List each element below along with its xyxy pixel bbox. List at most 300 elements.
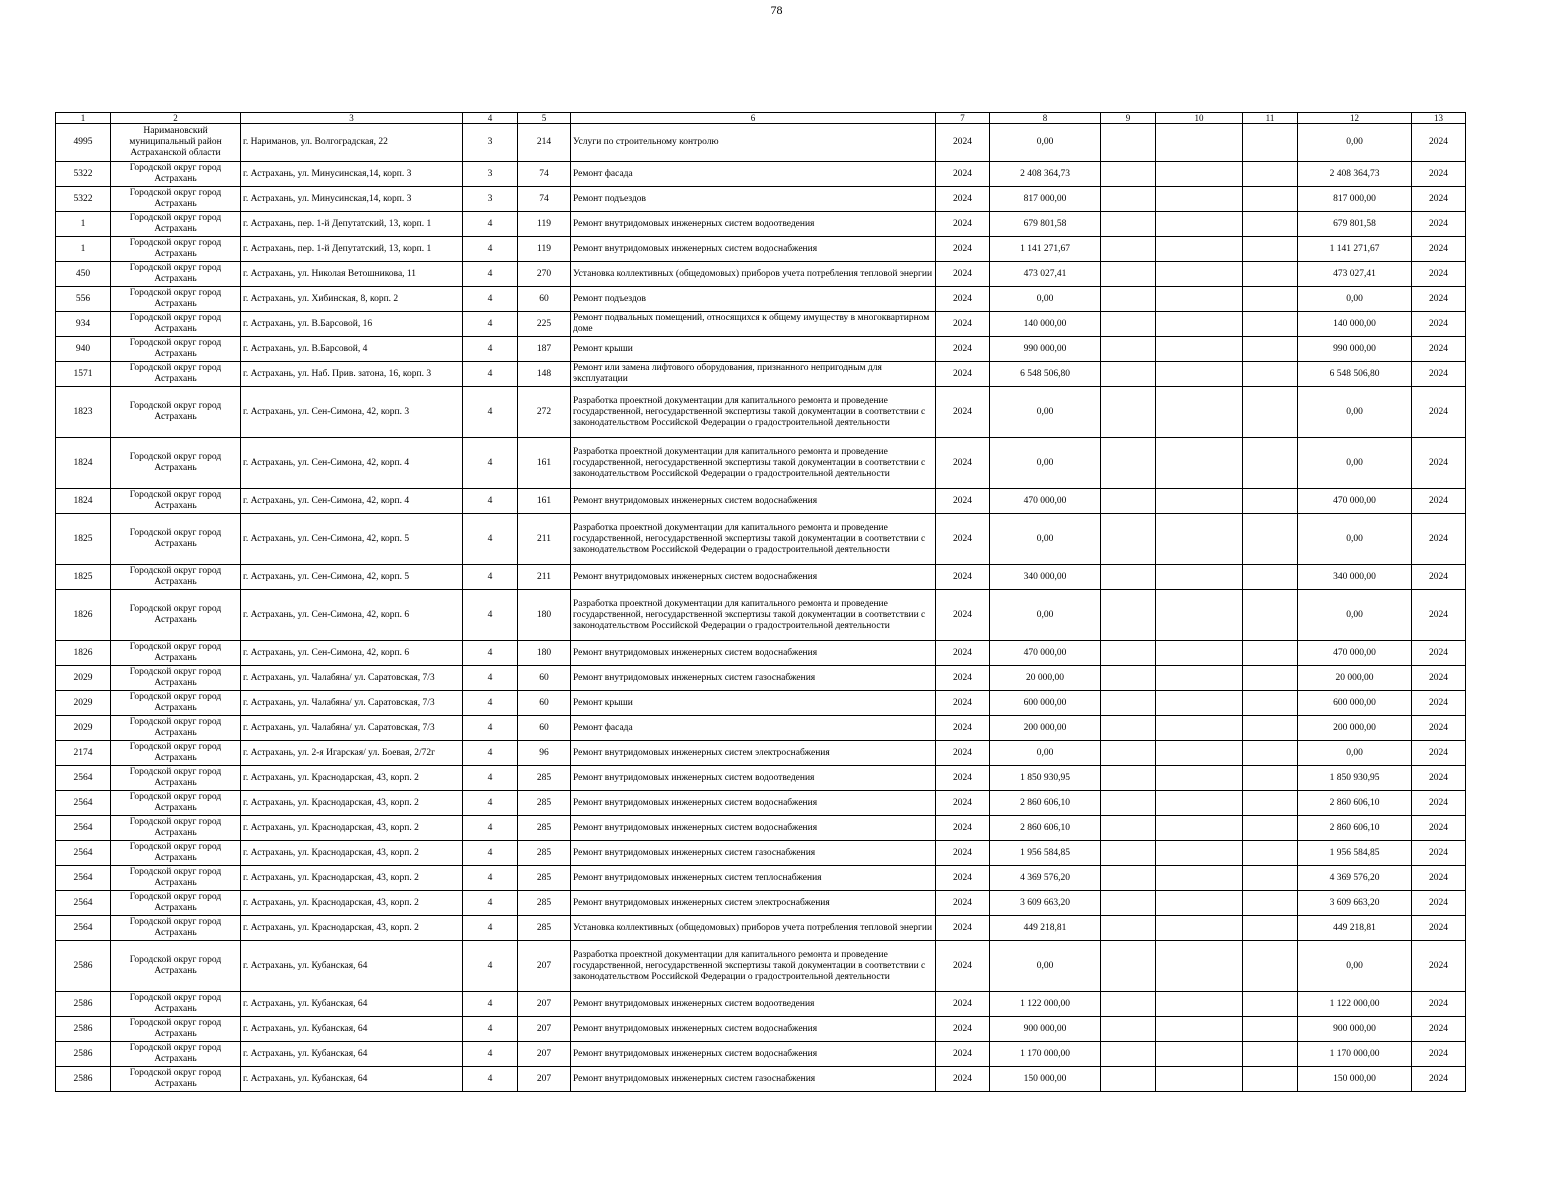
cell-col9 bbox=[1101, 1017, 1156, 1042]
cell-id: 2586 bbox=[56, 1042, 111, 1067]
cell-year: 2024 bbox=[936, 741, 990, 766]
cell-col10 bbox=[1156, 565, 1243, 590]
cell-col10 bbox=[1156, 387, 1243, 438]
cell-col10 bbox=[1156, 791, 1243, 816]
cell-id: 1824 bbox=[56, 438, 111, 489]
cell-col10 bbox=[1156, 287, 1243, 312]
cell-work-type: Ремонт фасада bbox=[571, 716, 936, 741]
cell-total: 340 000,00 bbox=[1298, 565, 1412, 590]
cell-year: 2024 bbox=[936, 1017, 990, 1042]
cell-id: 556 bbox=[56, 287, 111, 312]
cell-col9 bbox=[1101, 666, 1156, 691]
table-body bbox=[56, 113, 1466, 1092]
cell-col5: 272 bbox=[518, 387, 571, 438]
cell-year: 2024 bbox=[936, 438, 990, 489]
cell-total: 1 122 000,00 bbox=[1298, 992, 1412, 1017]
cell-work-type: Ремонт внутридомовых инженерных систем водоснабжения bbox=[571, 489, 936, 514]
cell-col5: 207 bbox=[518, 992, 571, 1017]
cell-year: 2024 bbox=[936, 666, 990, 691]
cell-address: г. Астрахань, ул. В.Барсовой, 4 bbox=[241, 337, 463, 362]
column-header: 9 bbox=[1101, 113, 1156, 124]
cell-id: 4995 bbox=[56, 124, 111, 162]
cell-total: 1 170 000,00 bbox=[1298, 1042, 1412, 1067]
cell-total: 0,00 bbox=[1298, 590, 1412, 641]
cell-municipality: Городской округ город Астрахань bbox=[111, 387, 241, 438]
cell-col9 bbox=[1101, 766, 1156, 791]
cell-col11 bbox=[1243, 489, 1298, 514]
cell-year: 2024 bbox=[936, 941, 990, 992]
cell-year: 2024 bbox=[936, 916, 990, 941]
cell-col11 bbox=[1243, 590, 1298, 641]
cell-col9 bbox=[1101, 387, 1156, 438]
cell-col11 bbox=[1243, 337, 1298, 362]
column-header: 4 bbox=[463, 113, 518, 124]
cell-total: 679 801,58 bbox=[1298, 212, 1412, 237]
column-header: 3 bbox=[241, 113, 463, 124]
cell-year: 2024 bbox=[936, 565, 990, 590]
column-header: 11 bbox=[1243, 113, 1298, 124]
cell-work-type: Разработка проектной документации для капитального ремонта и проведение государственной, негосударственной экспертизы такой документации в соответствии с законодательством Российской Федерации о градостроительной деятельности bbox=[571, 590, 936, 641]
cell-end-year: 2024 bbox=[1412, 337, 1466, 362]
cell-col4: 4 bbox=[463, 766, 518, 791]
cell-id: 1826 bbox=[56, 641, 111, 666]
cell-municipality: Наримановский муниципальный район Астраханской области bbox=[111, 124, 241, 162]
cell-amount: 0,00 bbox=[990, 741, 1101, 766]
cell-col10 bbox=[1156, 716, 1243, 741]
cell-address: г. Астрахань, ул. Сен-Симона, 42, корп. 6 bbox=[241, 590, 463, 641]
cell-id: 2029 bbox=[56, 716, 111, 741]
cell-col11 bbox=[1243, 891, 1298, 916]
cell-year: 2024 bbox=[936, 489, 990, 514]
table-row bbox=[56, 337, 1466, 362]
cell-col10 bbox=[1156, 666, 1243, 691]
cell-total: 1 956 584,85 bbox=[1298, 841, 1412, 866]
cell-address: г. Астрахань, ул. В.Барсовой, 16 bbox=[241, 312, 463, 337]
cell-col10 bbox=[1156, 816, 1243, 841]
cell-end-year: 2024 bbox=[1412, 691, 1466, 716]
cell-col9 bbox=[1101, 716, 1156, 741]
cell-id: 2586 bbox=[56, 1017, 111, 1042]
cell-year: 2024 bbox=[936, 1067, 990, 1092]
cell-id: 2586 bbox=[56, 992, 111, 1017]
column-header: 8 bbox=[990, 113, 1101, 124]
cell-year: 2024 bbox=[936, 237, 990, 262]
cell-col11 bbox=[1243, 237, 1298, 262]
cell-col5: 74 bbox=[518, 187, 571, 212]
cell-col4: 4 bbox=[463, 1017, 518, 1042]
cell-col10 bbox=[1156, 766, 1243, 791]
cell-total: 3 609 663,20 bbox=[1298, 891, 1412, 916]
cell-work-type: Ремонт подвальных помещений, относящихся к общему имуществу в многоквартирном доме bbox=[571, 312, 936, 337]
cell-amount: 0,00 bbox=[990, 514, 1101, 565]
table-row bbox=[56, 362, 1466, 387]
cell-col11 bbox=[1243, 565, 1298, 590]
cell-year: 2024 bbox=[936, 124, 990, 162]
cell-municipality: Городской округ город Астрахань bbox=[111, 489, 241, 514]
cell-col4: 4 bbox=[463, 337, 518, 362]
cell-amount: 1 956 584,85 bbox=[990, 841, 1101, 866]
cell-id: 2564 bbox=[56, 866, 111, 891]
cell-amount: 817 000,00 bbox=[990, 187, 1101, 212]
cell-total: 0,00 bbox=[1298, 287, 1412, 312]
cell-col4: 4 bbox=[463, 841, 518, 866]
cell-col11 bbox=[1243, 514, 1298, 565]
cell-municipality: Городской округ город Астрахань bbox=[111, 866, 241, 891]
cell-municipality: Городской округ город Астрахань bbox=[111, 1042, 241, 1067]
cell-col10 bbox=[1156, 438, 1243, 489]
table-row bbox=[56, 387, 1466, 438]
cell-col10 bbox=[1156, 262, 1243, 287]
cell-address: г. Астрахань, пер. 1-й Депутатский, 13, корп. 1 bbox=[241, 212, 463, 237]
cell-col9 bbox=[1101, 514, 1156, 565]
cell-end-year: 2024 bbox=[1412, 489, 1466, 514]
cell-amount: 0,00 bbox=[990, 124, 1101, 162]
cell-total: 0,00 bbox=[1298, 514, 1412, 565]
cell-col10 bbox=[1156, 362, 1243, 387]
cell-address: г. Астрахань, ул. Краснодарская, 43, корп. 2 bbox=[241, 766, 463, 791]
column-header: 12 bbox=[1298, 113, 1412, 124]
cell-total: 1 850 930,95 bbox=[1298, 766, 1412, 791]
cell-end-year: 2024 bbox=[1412, 162, 1466, 187]
cell-col9 bbox=[1101, 287, 1156, 312]
cell-amount: 3 609 663,20 bbox=[990, 891, 1101, 916]
cell-col9 bbox=[1101, 816, 1156, 841]
cell-end-year: 2024 bbox=[1412, 565, 1466, 590]
cell-col4: 4 bbox=[463, 891, 518, 916]
cell-municipality: Городской округ город Астрахань bbox=[111, 666, 241, 691]
cell-municipality: Городской округ город Астрахань bbox=[111, 337, 241, 362]
cell-work-type: Ремонт внутридомовых инженерных систем теплоснабжения bbox=[571, 866, 936, 891]
cell-id: 2586 bbox=[56, 941, 111, 992]
table-row bbox=[56, 212, 1466, 237]
cell-id: 5322 bbox=[56, 162, 111, 187]
table-row bbox=[56, 716, 1466, 741]
cell-municipality: Городской округ город Астрахань bbox=[111, 816, 241, 841]
cell-municipality: Городской округ город Астрахань bbox=[111, 766, 241, 791]
cell-work-type: Разработка проектной документации для капитального ремонта и проведение государственной, негосударственной экспертизы такой документации в соответствии с законодательством Российской Федерации о градостроительной деятельности bbox=[571, 514, 936, 565]
cell-year: 2024 bbox=[936, 816, 990, 841]
cell-id: 450 bbox=[56, 262, 111, 287]
cell-end-year: 2024 bbox=[1412, 641, 1466, 666]
cell-year: 2024 bbox=[936, 287, 990, 312]
cell-col11 bbox=[1243, 187, 1298, 212]
cell-col4: 4 bbox=[463, 641, 518, 666]
table-row bbox=[56, 590, 1466, 641]
cell-col4: 4 bbox=[463, 866, 518, 891]
cell-col5: 187 bbox=[518, 337, 571, 362]
cell-work-type: Ремонт внутридомовых инженерных систем водоотведения bbox=[571, 212, 936, 237]
cell-col5: 60 bbox=[518, 666, 571, 691]
cell-col4: 4 bbox=[463, 666, 518, 691]
cell-col10 bbox=[1156, 841, 1243, 866]
cell-municipality: Городской округ город Астрахань bbox=[111, 362, 241, 387]
cell-municipality: Городской округ город Астрахань bbox=[111, 262, 241, 287]
cell-end-year: 2024 bbox=[1412, 841, 1466, 866]
cell-col5: 225 bbox=[518, 312, 571, 337]
cell-col10 bbox=[1156, 941, 1243, 992]
cell-col10 bbox=[1156, 992, 1243, 1017]
cell-address: г. Астрахань, ул. Минусинская,14, корп. 3 bbox=[241, 162, 463, 187]
cell-col10 bbox=[1156, 312, 1243, 337]
cell-col11 bbox=[1243, 866, 1298, 891]
cell-col5: 285 bbox=[518, 866, 571, 891]
cell-col5: 211 bbox=[518, 514, 571, 565]
cell-col9 bbox=[1101, 1042, 1156, 1067]
cell-total: 4 369 576,20 bbox=[1298, 866, 1412, 891]
cell-work-type: Разработка проектной документации для капитального ремонта и проведение государственной, негосударственной экспертизы такой документации в соответствии с законодательством Российской Федерации о градостроительной деятельности bbox=[571, 438, 936, 489]
cell-address: г. Астрахань, ул. Краснодарская, 43, корп. 2 bbox=[241, 916, 463, 941]
column-header: 13 bbox=[1412, 113, 1466, 124]
cell-col11 bbox=[1243, 791, 1298, 816]
cell-col5: 285 bbox=[518, 916, 571, 941]
cell-col11 bbox=[1243, 841, 1298, 866]
cell-work-type: Ремонт крыши bbox=[571, 691, 936, 716]
table-row bbox=[56, 741, 1466, 766]
cell-municipality: Городской округ город Астрахань bbox=[111, 841, 241, 866]
column-header: 7 bbox=[936, 113, 990, 124]
cell-municipality: Городской округ город Астрахань bbox=[111, 287, 241, 312]
cell-id: 2564 bbox=[56, 791, 111, 816]
cell-year: 2024 bbox=[936, 187, 990, 212]
cell-amount: 600 000,00 bbox=[990, 691, 1101, 716]
header-row bbox=[56, 113, 1466, 124]
cell-total: 0,00 bbox=[1298, 741, 1412, 766]
cell-address: г. Астрахань, ул. Хибинская, 8, корп. 2 bbox=[241, 287, 463, 312]
cell-municipality: Городской округ город Астрахань bbox=[111, 438, 241, 489]
cell-year: 2024 bbox=[936, 1042, 990, 1067]
cell-col11 bbox=[1243, 992, 1298, 1017]
cell-col4: 4 bbox=[463, 941, 518, 992]
cell-col5: 214 bbox=[518, 124, 571, 162]
cell-end-year: 2024 bbox=[1412, 716, 1466, 741]
cell-total: 20 000,00 bbox=[1298, 666, 1412, 691]
cell-col11 bbox=[1243, 691, 1298, 716]
cell-amount: 150 000,00 bbox=[990, 1067, 1101, 1092]
cell-col4: 4 bbox=[463, 262, 518, 287]
cell-col11 bbox=[1243, 816, 1298, 841]
cell-col4: 4 bbox=[463, 287, 518, 312]
cell-work-type: Ремонт внутридомовых инженерных систем водоснабжения bbox=[571, 237, 936, 262]
table-row bbox=[56, 287, 1466, 312]
cell-end-year: 2024 bbox=[1412, 124, 1466, 162]
cell-amount: 20 000,00 bbox=[990, 666, 1101, 691]
cell-amount: 1 850 930,95 bbox=[990, 766, 1101, 791]
cell-col5: 119 bbox=[518, 212, 571, 237]
cell-amount: 990 000,00 bbox=[990, 337, 1101, 362]
table-row bbox=[56, 666, 1466, 691]
cell-amount: 1 122 000,00 bbox=[990, 992, 1101, 1017]
cell-id: 1824 bbox=[56, 489, 111, 514]
table-row bbox=[56, 312, 1466, 337]
cell-col4: 4 bbox=[463, 514, 518, 565]
cell-col5: 60 bbox=[518, 287, 571, 312]
cell-col11 bbox=[1243, 1042, 1298, 1067]
cell-year: 2024 bbox=[936, 162, 990, 187]
cell-col5: 96 bbox=[518, 741, 571, 766]
cell-col5: 285 bbox=[518, 766, 571, 791]
cell-year: 2024 bbox=[936, 337, 990, 362]
cell-col11 bbox=[1243, 362, 1298, 387]
cell-address: г. Астрахань, ул. Чалабяна/ ул. Саратовская, 7/3 bbox=[241, 716, 463, 741]
table-row bbox=[56, 438, 1466, 489]
cell-id: 1 bbox=[56, 237, 111, 262]
cell-col10 bbox=[1156, 691, 1243, 716]
cell-col11 bbox=[1243, 1017, 1298, 1042]
cell-id: 940 bbox=[56, 337, 111, 362]
cell-col5: 285 bbox=[518, 891, 571, 916]
cell-id: 2586 bbox=[56, 1067, 111, 1092]
cell-col10 bbox=[1156, 916, 1243, 941]
cell-end-year: 2024 bbox=[1412, 1067, 1466, 1092]
cell-id: 2029 bbox=[56, 666, 111, 691]
cell-municipality: Городской округ город Астрахань bbox=[111, 641, 241, 666]
cell-work-type: Ремонт подъездов bbox=[571, 287, 936, 312]
cell-total: 600 000,00 bbox=[1298, 691, 1412, 716]
cell-work-type: Ремонт внутридомовых инженерных систем газоснабжения bbox=[571, 841, 936, 866]
cell-col10 bbox=[1156, 641, 1243, 666]
column-header: 2 bbox=[111, 113, 241, 124]
column-header: 5 bbox=[518, 113, 571, 124]
cell-amount: 470 000,00 bbox=[990, 489, 1101, 514]
cell-end-year: 2024 bbox=[1412, 387, 1466, 438]
cell-address: г. Астрахань, ул. Наб. Прив. затона, 16, корп. 3 bbox=[241, 362, 463, 387]
cell-end-year: 2024 bbox=[1412, 992, 1466, 1017]
cell-total: 2 860 606,10 bbox=[1298, 816, 1412, 841]
cell-municipality: Городской округ город Астрахань bbox=[111, 312, 241, 337]
cell-id: 1571 bbox=[56, 362, 111, 387]
cell-col10 bbox=[1156, 1017, 1243, 1042]
table-row bbox=[56, 841, 1466, 866]
cell-col5: 161 bbox=[518, 438, 571, 489]
cell-total: 0,00 bbox=[1298, 124, 1412, 162]
table-row bbox=[56, 162, 1466, 187]
cell-amount: 140 000,00 bbox=[990, 312, 1101, 337]
cell-municipality: Городской округ город Астрахань bbox=[111, 1017, 241, 1042]
cell-amount: 4 369 576,20 bbox=[990, 866, 1101, 891]
cell-col9 bbox=[1101, 237, 1156, 262]
cell-work-type: Ремонт крыши bbox=[571, 337, 936, 362]
cell-col9 bbox=[1101, 1067, 1156, 1092]
table-row bbox=[56, 916, 1466, 941]
cell-municipality: Городской округ город Астрахань bbox=[111, 514, 241, 565]
cell-col4: 4 bbox=[463, 1067, 518, 1092]
cell-col4: 4 bbox=[463, 212, 518, 237]
cell-total: 150 000,00 bbox=[1298, 1067, 1412, 1092]
cell-amount: 2 860 606,10 bbox=[990, 791, 1101, 816]
cell-col11 bbox=[1243, 941, 1298, 992]
table-row bbox=[56, 237, 1466, 262]
cell-col9 bbox=[1101, 590, 1156, 641]
cell-col9 bbox=[1101, 565, 1156, 590]
cell-col4: 4 bbox=[463, 387, 518, 438]
cell-year: 2024 bbox=[936, 841, 990, 866]
cell-col10 bbox=[1156, 1067, 1243, 1092]
cell-col9 bbox=[1101, 941, 1156, 992]
cell-amount: 1 170 000,00 bbox=[990, 1042, 1101, 1067]
cell-address: г. Астрахань, ул. Краснодарская, 43, корп. 2 bbox=[241, 841, 463, 866]
cell-end-year: 2024 bbox=[1412, 816, 1466, 841]
table-row bbox=[56, 866, 1466, 891]
cell-col11 bbox=[1243, 641, 1298, 666]
cell-work-type: Разработка проектной документации для капитального ремонта и проведение государственной, негосударственной экспертизы такой документации в соответствии с законодательством Российской Федерации о градостроительной деятельности bbox=[571, 941, 936, 992]
cell-work-type: Ремонт внутридомовых инженерных систем водоснабжения bbox=[571, 1042, 936, 1067]
cell-col4: 4 bbox=[463, 312, 518, 337]
cell-col9 bbox=[1101, 641, 1156, 666]
cell-address: г. Астрахань, ул. Сен-Симона, 42, корп. 3 bbox=[241, 387, 463, 438]
cell-col4: 3 bbox=[463, 187, 518, 212]
cell-col9 bbox=[1101, 992, 1156, 1017]
cell-end-year: 2024 bbox=[1412, 1042, 1466, 1067]
cell-work-type: Ремонт внутридомовых инженерных систем газоснабжения bbox=[571, 666, 936, 691]
cell-year: 2024 bbox=[936, 891, 990, 916]
table-row bbox=[56, 941, 1466, 992]
cell-work-type: Ремонт внутридомовых инженерных систем водоснабжения bbox=[571, 1017, 936, 1042]
cell-work-type: Ремонт внутридомовых инженерных систем водоснабжения bbox=[571, 565, 936, 590]
cell-col5: 207 bbox=[518, 1042, 571, 1067]
cell-end-year: 2024 bbox=[1412, 766, 1466, 791]
cell-year: 2024 bbox=[936, 362, 990, 387]
cell-col9 bbox=[1101, 438, 1156, 489]
table-row bbox=[56, 489, 1466, 514]
cell-id: 2564 bbox=[56, 816, 111, 841]
cell-year: 2024 bbox=[936, 387, 990, 438]
cell-id: 1 bbox=[56, 212, 111, 237]
cell-id: 2564 bbox=[56, 766, 111, 791]
cell-end-year: 2024 bbox=[1412, 212, 1466, 237]
cell-total: 0,00 bbox=[1298, 387, 1412, 438]
cell-col10 bbox=[1156, 489, 1243, 514]
cell-municipality: Городской округ город Астрахань bbox=[111, 791, 241, 816]
cell-total: 900 000,00 bbox=[1298, 1017, 1412, 1042]
cell-col9 bbox=[1101, 312, 1156, 337]
cell-work-type: Установка коллективных (общедомовых) приборов учета потребления тепловой энергии bbox=[571, 262, 936, 287]
cell-col10 bbox=[1156, 891, 1243, 916]
cell-col5: 60 bbox=[518, 691, 571, 716]
cell-id: 2564 bbox=[56, 916, 111, 941]
cell-col4: 4 bbox=[463, 438, 518, 489]
cell-id: 1823 bbox=[56, 387, 111, 438]
cell-total: 140 000,00 bbox=[1298, 312, 1412, 337]
cell-end-year: 2024 bbox=[1412, 866, 1466, 891]
cell-end-year: 2024 bbox=[1412, 741, 1466, 766]
cell-end-year: 2024 bbox=[1412, 262, 1466, 287]
cell-col11 bbox=[1243, 162, 1298, 187]
cell-col4: 4 bbox=[463, 816, 518, 841]
cell-col10 bbox=[1156, 741, 1243, 766]
cell-year: 2024 bbox=[936, 514, 990, 565]
cell-col5: 74 bbox=[518, 162, 571, 187]
cell-col5: 119 bbox=[518, 237, 571, 262]
cell-amount: 473 027,41 bbox=[990, 262, 1101, 287]
cell-work-type: Ремонт подъездов bbox=[571, 187, 936, 212]
cell-address: г. Астрахань, ул. Краснодарская, 43, корп. 2 bbox=[241, 791, 463, 816]
cell-col9 bbox=[1101, 489, 1156, 514]
cell-address: г. Астрахань, ул. Сен-Симона, 42, корп. 6 bbox=[241, 641, 463, 666]
cell-municipality: Городской округ город Астрахань bbox=[111, 741, 241, 766]
cell-col4: 3 bbox=[463, 162, 518, 187]
table-row bbox=[56, 565, 1466, 590]
cell-year: 2024 bbox=[936, 866, 990, 891]
cell-total: 473 027,41 bbox=[1298, 262, 1412, 287]
cell-address: г. Астрахань, ул. Чалабяна/ ул. Саратовская, 7/3 bbox=[241, 666, 463, 691]
cell-col11 bbox=[1243, 741, 1298, 766]
cell-col9 bbox=[1101, 337, 1156, 362]
cell-col9 bbox=[1101, 841, 1156, 866]
cell-col10 bbox=[1156, 866, 1243, 891]
cell-col9 bbox=[1101, 262, 1156, 287]
cell-address: г. Астрахань, ул. Кубанская, 64 bbox=[241, 941, 463, 992]
cell-col5: 207 bbox=[518, 941, 571, 992]
